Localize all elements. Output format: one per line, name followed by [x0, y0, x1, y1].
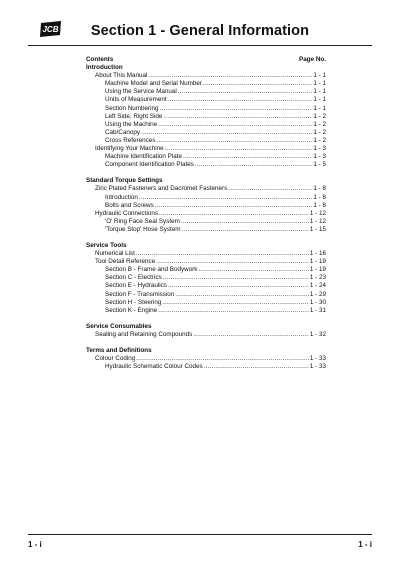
toc-entry-page: 1 - 3: [313, 145, 326, 153]
toc-entry-label: Section F - Transmission: [105, 290, 175, 298]
toc-entry-label: Cab/Canopy: [105, 128, 141, 136]
page-no-heading: Page No.: [299, 56, 326, 63]
toc-entry[interactable]: [86, 355, 326, 363]
toc-entry[interactable]: [86, 258, 326, 266]
toc-entry-page: 1 - 1: [313, 88, 326, 96]
dot-leader: [136, 250, 309, 258]
toc-entry-label: Bolts and Screws: [105, 201, 154, 209]
dot-leader: [175, 291, 309, 299]
footer-page-right: 1 - i: [358, 540, 372, 549]
dot-leader: [168, 282, 309, 290]
toc-entry-label: Section E - Hydraulics: [105, 282, 167, 290]
toc-entry[interactable]: [86, 291, 326, 299]
contents-heading: Contents: [86, 56, 114, 63]
toc-entry-page: 1 - 32: [309, 330, 326, 338]
toc-entry[interactable]: [86, 153, 326, 161]
toc-entry-label: Section H - Steering: [105, 298, 162, 306]
toc-entry-page: 1 - 19: [309, 266, 326, 274]
toc-entry-page: 1 - 16: [309, 250, 326, 258]
header-rule: [28, 45, 372, 46]
dot-leader: [159, 210, 309, 218]
toc-entry-page: 1 - 8: [313, 185, 326, 193]
toc-entry[interactable]: [86, 299, 326, 307]
dot-leader: [141, 129, 312, 137]
toc-entry[interactable]: [86, 210, 326, 218]
toc-entry[interactable]: [86, 250, 326, 258]
toc-entry[interactable]: [86, 72, 326, 80]
dot-leader: [198, 266, 308, 274]
toc-entry-label: Section Numbering: [105, 104, 159, 112]
toc-entry-label: Using the Machine: [105, 120, 158, 128]
toc-entry[interactable]: [86, 121, 326, 129]
dot-leader: [158, 307, 309, 315]
toc-entry-label: 'Torque Stop' Hose System: [105, 225, 181, 233]
dot-leader: [204, 363, 309, 371]
toc-entry-page: 1 - 1: [313, 72, 326, 80]
toc-entry[interactable]: [86, 96, 326, 104]
dot-leader: [182, 226, 309, 234]
dot-leader: [163, 274, 309, 282]
toc-entry-label: Tool Detail Reference: [95, 258, 156, 266]
toc-entry-page: 1 - 1: [313, 80, 326, 88]
dot-leader: [181, 218, 309, 226]
toc-entry-label: Section K - Engine: [105, 306, 158, 314]
toc-entry-page: 1 - 1: [313, 104, 326, 112]
toc-entry-label: Using the Service Manual: [105, 88, 177, 96]
toc-entry-page: 1 - 33: [309, 363, 326, 371]
toc-entry[interactable]: [86, 80, 326, 88]
toc-entry[interactable]: [86, 137, 326, 145]
toc-entry-label: Colour Coding: [95, 355, 136, 363]
toc-entry-page: 1 - 2: [313, 112, 326, 120]
toc-entry-page: 1 - 2: [313, 128, 326, 136]
toc-entry[interactable]: [86, 129, 326, 137]
dot-leader: [193, 331, 309, 339]
dot-leader: [165, 145, 313, 153]
toc-entry[interactable]: [86, 194, 326, 202]
toc-entry[interactable]: [86, 88, 326, 96]
toc-entry[interactable]: [86, 331, 326, 339]
toc-entry-label: Section C - Electrics: [105, 274, 162, 282]
toc-entry-page: 1 - 3: [313, 153, 326, 161]
toc-entry[interactable]: [86, 274, 326, 282]
dot-leader: [178, 88, 313, 96]
dot-leader: [156, 258, 309, 266]
toc-entry-page: 1 - 12: [309, 217, 326, 225]
toc-entry-label: Machine Model and Serial Number: [105, 80, 202, 88]
toc-section-title: Standard Torque Settings: [86, 177, 163, 185]
toc-entry-page: 1 - 33: [309, 355, 326, 363]
toc-entry-label: About This Manual: [95, 72, 148, 80]
toc-section-title: Introduction: [86, 64, 123, 72]
dot-leader: [228, 185, 312, 193]
toc-entry-page: 1 - 15: [309, 225, 326, 233]
toc-entry-page: 1 - 8: [313, 193, 326, 201]
toc-entry[interactable]: [86, 113, 326, 121]
toc-entry-page: 1 - 31: [309, 306, 326, 314]
toc-entry[interactable]: [86, 226, 326, 234]
toc-entry-label: Component Identification Plates: [105, 161, 194, 169]
dot-leader: [203, 80, 312, 88]
page-title: Section 1 - General Information: [90, 23, 310, 39]
dot-leader: [195, 161, 312, 169]
dot-leader: [162, 299, 309, 307]
dot-leader: [136, 355, 309, 363]
toc-entry-page: 1 - 19: [309, 258, 326, 266]
toc-entry-page: 1 - 23: [309, 274, 326, 282]
toc-entry-page: 1 - 12: [309, 209, 326, 217]
toc-entry-page: 1 - 29: [309, 290, 326, 298]
toc-entry-label: Identifying Your Machine: [95, 145, 164, 153]
toc-entry-label: Introduction: [105, 193, 138, 201]
toc-entry[interactable]: [86, 363, 326, 371]
toc-entry-label: Left Side, Right Side: [105, 112, 163, 120]
dot-leader: [168, 96, 313, 104]
toc-entry-page: 1 - 30: [309, 298, 326, 306]
toc-entry-label: Numerical List: [95, 250, 135, 258]
footer-rule: [28, 534, 372, 535]
toc-entry[interactable]: [86, 202, 326, 210]
toc-entry[interactable]: [86, 218, 326, 226]
footer-page-left: 1 - i: [28, 540, 42, 549]
toc-entry-label: Hydraulic Schematic Colour Codes: [105, 363, 203, 371]
svg-text:JCB: JCB: [42, 25, 59, 34]
toc-entry-label: Machine Identification Plate: [105, 153, 183, 161]
toc-entry-page: 1 - 2: [313, 136, 326, 144]
toc-entry[interactable]: [86, 185, 326, 193]
toc-section-title: Service Tools: [86, 241, 127, 249]
toc-entry[interactable]: [86, 161, 326, 169]
dot-leader: [163, 113, 312, 121]
toc-entry-label: Hydraulic Connections: [95, 209, 158, 217]
dot-leader: [158, 121, 312, 129]
toc-entry-page: 1 - 1: [313, 96, 326, 104]
toc-header: [86, 56, 326, 64]
toc-entry-page: 1 - 24: [309, 282, 326, 290]
dot-leader: [183, 153, 312, 161]
toc-entry-page: 1 - 5: [313, 161, 326, 169]
dot-leader: [155, 202, 313, 210]
toc-entry[interactable]: [86, 266, 326, 274]
dot-leader: [160, 105, 313, 113]
table-of-contents: [86, 56, 326, 371]
toc-entry[interactable]: [86, 282, 326, 290]
toc-entry-page: 1 - 2: [313, 120, 326, 128]
toc-entry[interactable]: [86, 145, 326, 153]
toc-entry-label: Sealing and Retaining Compounds: [95, 330, 193, 338]
toc-section-title: Terms and Definitions: [86, 347, 152, 354]
toc-section-title: Service Consumables: [86, 322, 152, 330]
toc-entry-label: Cross References: [105, 136, 156, 144]
toc-entry-label: Units of Measurement: [105, 96, 167, 104]
dot-leader: [156, 137, 312, 145]
toc-entry-label: Zinc Plated Fasteners and Dacromet Fasteners: [95, 185, 228, 193]
dot-leader: [148, 72, 312, 80]
toc-entry-label: 'O' Ring Face Seal System: [105, 217, 180, 225]
toc-entry[interactable]: [86, 307, 326, 315]
toc-entry[interactable]: [86, 105, 326, 113]
dot-leader: [139, 194, 312, 202]
toc-entry-page: 1 - 8: [313, 201, 326, 209]
toc-entry-label: Section B - Frame and Bodywork: [105, 266, 198, 274]
